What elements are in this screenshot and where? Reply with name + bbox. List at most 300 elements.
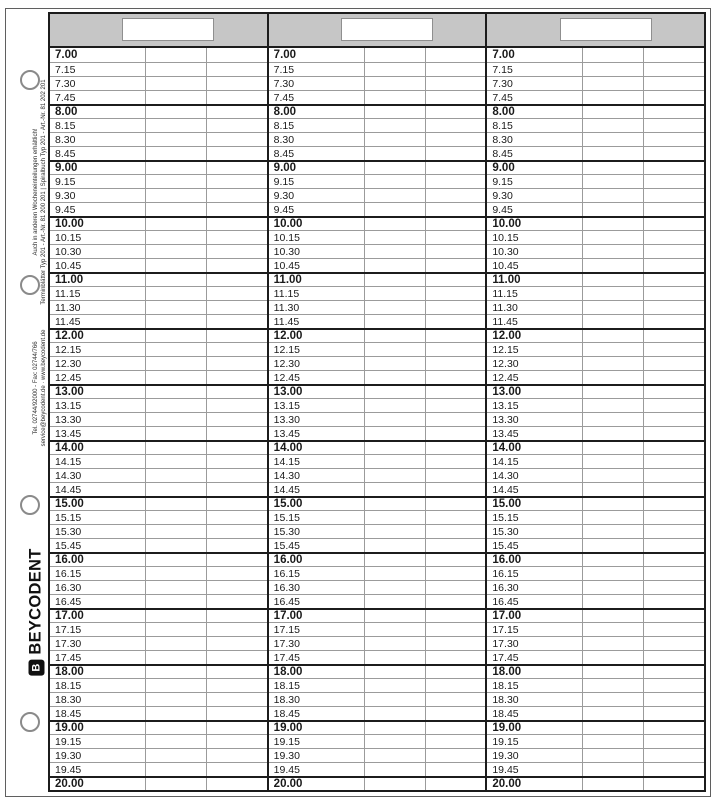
appointment-cell[interactable]: [644, 693, 704, 706]
appointment-cell[interactable]: [426, 48, 486, 62]
appointment-cell[interactable]: [644, 483, 704, 496]
appointment-cell[interactable]: [583, 343, 644, 356]
appointment-cell[interactable]: [207, 147, 267, 160]
appointment-cell[interactable]: [644, 637, 704, 650]
date-field-1[interactable]: [122, 18, 214, 41]
appointment-cell[interactable]: [207, 315, 267, 328]
appointment-cell[interactable]: [207, 189, 267, 202]
appointment-cell[interactable]: [146, 413, 207, 426]
appointment-cell[interactable]: [583, 707, 644, 720]
appointment-cell[interactable]: [146, 315, 207, 328]
appointment-cell[interactable]: [207, 679, 267, 692]
appointment-cell[interactable]: [644, 386, 704, 398]
appointment-cell[interactable]: [426, 498, 486, 510]
appointment-cell[interactable]: [426, 203, 486, 216]
appointment-cell[interactable]: [583, 427, 644, 440]
appointment-cell[interactable]: [146, 162, 207, 174]
appointment-cell[interactable]: [207, 735, 267, 748]
appointment-cell[interactable]: [146, 498, 207, 510]
appointment-cell[interactable]: [207, 133, 267, 146]
appointment-cell[interactable]: [583, 330, 644, 342]
appointment-cell[interactable]: [426, 651, 486, 664]
appointment-cell[interactable]: [583, 693, 644, 706]
appointment-cell[interactable]: [644, 106, 704, 118]
appointment-cell[interactable]: [644, 218, 704, 230]
appointment-cell[interactable]: [644, 133, 704, 146]
appointment-cell[interactable]: [146, 623, 207, 636]
appointment-cell[interactable]: [644, 315, 704, 328]
appointment-cell[interactable]: [644, 651, 704, 664]
appointment-cell[interactable]: [583, 259, 644, 272]
appointment-cell[interactable]: [426, 610, 486, 622]
appointment-cell[interactable]: [207, 175, 267, 188]
appointment-cell[interactable]: [583, 511, 644, 524]
appointment-cell[interactable]: [365, 554, 426, 566]
appointment-cell[interactable]: [146, 483, 207, 496]
appointment-cell[interactable]: [426, 442, 486, 454]
appointment-cell[interactable]: [146, 763, 207, 776]
appointment-cell[interactable]: [644, 666, 704, 678]
appointment-cell[interactable]: [207, 455, 267, 468]
appointment-cell[interactable]: [583, 623, 644, 636]
appointment-cell[interactable]: [426, 735, 486, 748]
appointment-cell[interactable]: [426, 554, 486, 566]
appointment-cell[interactable]: [146, 343, 207, 356]
appointment-cell[interactable]: [365, 399, 426, 412]
appointment-cell[interactable]: [207, 511, 267, 524]
appointment-cell[interactable]: [426, 330, 486, 342]
appointment-cell[interactable]: [426, 106, 486, 118]
appointment-cell[interactable]: [365, 707, 426, 720]
appointment-cell[interactable]: [644, 595, 704, 608]
appointment-cell[interactable]: [644, 357, 704, 370]
appointment-cell[interactable]: [207, 91, 267, 104]
appointment-cell[interactable]: [583, 231, 644, 244]
appointment-cell[interactable]: [583, 637, 644, 650]
appointment-cell[interactable]: [426, 427, 486, 440]
appointment-cell[interactable]: [365, 371, 426, 384]
appointment-cell[interactable]: [583, 595, 644, 608]
appointment-cell[interactable]: [426, 162, 486, 174]
appointment-cell[interactable]: [207, 371, 267, 384]
appointment-cell[interactable]: [583, 498, 644, 510]
appointment-cell[interactable]: [365, 735, 426, 748]
appointment-cell[interactable]: [365, 637, 426, 650]
appointment-cell[interactable]: [365, 301, 426, 314]
appointment-cell[interactable]: [644, 287, 704, 300]
appointment-cell[interactable]: [644, 63, 704, 76]
appointment-cell[interactable]: [365, 763, 426, 776]
appointment-cell[interactable]: [426, 399, 486, 412]
appointment-cell[interactable]: [146, 301, 207, 314]
appointment-cell[interactable]: [365, 119, 426, 132]
appointment-cell[interactable]: [426, 455, 486, 468]
appointment-cell[interactable]: [365, 483, 426, 496]
appointment-cell[interactable]: [207, 666, 267, 678]
appointment-cell[interactable]: [644, 399, 704, 412]
appointment-cell[interactable]: [644, 722, 704, 734]
appointment-cell[interactable]: [207, 63, 267, 76]
appointment-cell[interactable]: [426, 567, 486, 580]
appointment-cell[interactable]: [146, 203, 207, 216]
appointment-cell[interactable]: [583, 651, 644, 664]
appointment-cell[interactable]: [146, 679, 207, 692]
appointment-cell[interactable]: [365, 175, 426, 188]
appointment-cell[interactable]: [644, 581, 704, 594]
appointment-cell[interactable]: [644, 119, 704, 132]
appointment-cell[interactable]: [644, 511, 704, 524]
appointment-cell[interactable]: [207, 610, 267, 622]
appointment-cell[interactable]: [365, 679, 426, 692]
appointment-cell[interactable]: [644, 707, 704, 720]
appointment-cell[interactable]: [583, 77, 644, 90]
appointment-cell[interactable]: [146, 735, 207, 748]
appointment-cell[interactable]: [365, 63, 426, 76]
appointment-cell[interactable]: [426, 175, 486, 188]
appointment-cell[interactable]: [644, 274, 704, 286]
appointment-cell[interactable]: [365, 315, 426, 328]
appointment-cell[interactable]: [365, 343, 426, 356]
appointment-cell[interactable]: [365, 91, 426, 104]
appointment-cell[interactable]: [583, 274, 644, 286]
appointment-cell[interactable]: [583, 455, 644, 468]
appointment-cell[interactable]: [426, 343, 486, 356]
appointment-cell[interactable]: [146, 245, 207, 258]
appointment-cell[interactable]: [583, 469, 644, 482]
appointment-cell[interactable]: [583, 133, 644, 146]
appointment-cell[interactable]: [146, 399, 207, 412]
appointment-cell[interactable]: [583, 287, 644, 300]
appointment-cell[interactable]: [146, 274, 207, 286]
appointment-cell[interactable]: [583, 749, 644, 762]
appointment-cell[interactable]: [207, 637, 267, 650]
appointment-cell[interactable]: [583, 525, 644, 538]
appointment-cell[interactable]: [644, 427, 704, 440]
appointment-cell[interactable]: [207, 106, 267, 118]
appointment-cell[interactable]: [644, 455, 704, 468]
appointment-cell[interactable]: [365, 218, 426, 230]
appointment-cell[interactable]: [146, 231, 207, 244]
appointment-cell[interactable]: [644, 77, 704, 90]
appointment-cell[interactable]: [644, 623, 704, 636]
appointment-cell[interactable]: [583, 48, 644, 62]
appointment-cell[interactable]: [583, 63, 644, 76]
appointment-cell[interactable]: [644, 91, 704, 104]
appointment-cell[interactable]: [644, 175, 704, 188]
appointment-cell[interactable]: [583, 722, 644, 734]
appointment-cell[interactable]: [146, 371, 207, 384]
appointment-cell[interactable]: [365, 106, 426, 118]
appointment-cell[interactable]: [207, 749, 267, 762]
appointment-cell[interactable]: [644, 162, 704, 174]
appointment-cell[interactable]: [207, 301, 267, 314]
appointment-cell[interactable]: [644, 442, 704, 454]
appointment-cell[interactable]: [146, 63, 207, 76]
appointment-cell[interactable]: [207, 77, 267, 90]
appointment-cell[interactable]: [207, 413, 267, 426]
appointment-cell[interactable]: [365, 539, 426, 552]
appointment-cell[interactable]: [583, 554, 644, 566]
appointment-cell[interactable]: [365, 189, 426, 202]
appointment-cell[interactable]: [146, 259, 207, 272]
appointment-cell[interactable]: [583, 386, 644, 398]
appointment-cell[interactable]: [426, 469, 486, 482]
appointment-cell[interactable]: [146, 567, 207, 580]
appointment-cell[interactable]: [207, 399, 267, 412]
appointment-cell[interactable]: [207, 427, 267, 440]
appointment-cell[interactable]: [426, 525, 486, 538]
appointment-cell[interactable]: [365, 498, 426, 510]
appointment-cell[interactable]: [207, 707, 267, 720]
appointment-cell[interactable]: [644, 749, 704, 762]
appointment-cell[interactable]: [207, 203, 267, 216]
appointment-cell[interactable]: [583, 666, 644, 678]
appointment-cell[interactable]: [207, 469, 267, 482]
appointment-cell[interactable]: [146, 581, 207, 594]
appointment-cell[interactable]: [146, 637, 207, 650]
appointment-cell[interactable]: [146, 595, 207, 608]
appointment-cell[interactable]: [583, 539, 644, 552]
appointment-cell[interactable]: [644, 498, 704, 510]
appointment-cell[interactable]: [644, 203, 704, 216]
appointment-cell[interactable]: [207, 245, 267, 258]
appointment-cell[interactable]: [583, 218, 644, 230]
appointment-cell[interactable]: [146, 330, 207, 342]
appointment-cell[interactable]: [583, 162, 644, 174]
appointment-cell[interactable]: [644, 567, 704, 580]
appointment-cell[interactable]: [146, 147, 207, 160]
appointment-cell[interactable]: [426, 483, 486, 496]
appointment-cell[interactable]: [207, 525, 267, 538]
appointment-cell[interactable]: [146, 427, 207, 440]
appointment-cell[interactable]: [583, 763, 644, 776]
appointment-cell[interactable]: [583, 245, 644, 258]
appointment-cell[interactable]: [426, 245, 486, 258]
appointment-cell[interactable]: [146, 287, 207, 300]
appointment-cell[interactable]: [583, 119, 644, 132]
appointment-cell[interactable]: [365, 511, 426, 524]
appointment-cell[interactable]: [426, 666, 486, 678]
appointment-cell[interactable]: [146, 106, 207, 118]
appointment-cell[interactable]: [365, 48, 426, 62]
appointment-cell[interactable]: [426, 623, 486, 636]
appointment-cell[interactable]: [207, 651, 267, 664]
appointment-cell[interactable]: [207, 623, 267, 636]
appointment-cell[interactable]: [644, 763, 704, 776]
appointment-cell[interactable]: [583, 357, 644, 370]
appointment-cell[interactable]: [583, 581, 644, 594]
appointment-cell[interactable]: [426, 133, 486, 146]
appointment-cell[interactable]: [426, 147, 486, 160]
appointment-cell[interactable]: [365, 259, 426, 272]
appointment-cell[interactable]: [146, 722, 207, 734]
appointment-cell[interactable]: [146, 707, 207, 720]
appointment-cell[interactable]: [583, 413, 644, 426]
appointment-cell[interactable]: [426, 301, 486, 314]
appointment-cell[interactable]: [644, 610, 704, 622]
appointment-cell[interactable]: [583, 371, 644, 384]
appointment-cell[interactable]: [146, 749, 207, 762]
appointment-cell[interactable]: [207, 48, 267, 62]
appointment-cell[interactable]: [426, 287, 486, 300]
appointment-cell[interactable]: [207, 259, 267, 272]
appointment-cell[interactable]: [365, 274, 426, 286]
appointment-cell[interactable]: [426, 189, 486, 202]
appointment-cell[interactable]: [146, 218, 207, 230]
appointment-cell[interactable]: [583, 147, 644, 160]
appointment-cell[interactable]: [146, 525, 207, 538]
appointment-cell[interactable]: [207, 231, 267, 244]
appointment-cell[interactable]: [583, 679, 644, 692]
appointment-cell[interactable]: [426, 539, 486, 552]
appointment-cell[interactable]: [365, 469, 426, 482]
appointment-cell[interactable]: [146, 357, 207, 370]
appointment-cell[interactable]: [207, 554, 267, 566]
appointment-cell[interactable]: [365, 162, 426, 174]
appointment-cell[interactable]: [207, 386, 267, 398]
appointment-cell[interactable]: [583, 483, 644, 496]
appointment-cell[interactable]: [426, 763, 486, 776]
appointment-cell[interactable]: [426, 91, 486, 104]
appointment-cell[interactable]: [146, 175, 207, 188]
appointment-cell[interactable]: [426, 77, 486, 90]
appointment-cell[interactable]: [583, 442, 644, 454]
appointment-cell[interactable]: [583, 735, 644, 748]
appointment-cell[interactable]: [644, 525, 704, 538]
appointment-cell[interactable]: [146, 77, 207, 90]
appointment-cell[interactable]: [644, 245, 704, 258]
appointment-cell[interactable]: [365, 330, 426, 342]
appointment-cell[interactable]: [207, 287, 267, 300]
appointment-cell[interactable]: [207, 357, 267, 370]
appointment-cell[interactable]: [426, 259, 486, 272]
appointment-cell[interactable]: [583, 203, 644, 216]
appointment-cell[interactable]: [146, 539, 207, 552]
appointment-cell[interactable]: [146, 119, 207, 132]
appointment-cell[interactable]: [207, 567, 267, 580]
appointment-cell[interactable]: [583, 106, 644, 118]
appointment-cell[interactable]: [146, 48, 207, 62]
appointment-cell[interactable]: [365, 133, 426, 146]
appointment-cell[interactable]: [426, 231, 486, 244]
appointment-cell[interactable]: [365, 693, 426, 706]
appointment-cell[interactable]: [644, 259, 704, 272]
appointment-cell[interactable]: [207, 274, 267, 286]
appointment-cell[interactable]: [644, 330, 704, 342]
appointment-cell[interactable]: [583, 175, 644, 188]
appointment-cell[interactable]: [644, 554, 704, 566]
appointment-cell[interactable]: [426, 274, 486, 286]
appointment-cell[interactable]: [583, 301, 644, 314]
appointment-cell[interactable]: [426, 63, 486, 76]
appointment-cell[interactable]: [365, 147, 426, 160]
appointment-cell[interactable]: [365, 567, 426, 580]
appointment-cell[interactable]: [644, 371, 704, 384]
appointment-cell[interactable]: [146, 189, 207, 202]
appointment-cell[interactable]: [365, 651, 426, 664]
appointment-cell[interactable]: [426, 371, 486, 384]
appointment-cell[interactable]: [365, 386, 426, 398]
appointment-cell[interactable]: [365, 666, 426, 678]
appointment-cell[interactable]: [146, 91, 207, 104]
appointment-cell[interactable]: [583, 315, 644, 328]
appointment-cell[interactable]: [207, 483, 267, 496]
appointment-cell[interactable]: [583, 567, 644, 580]
appointment-cell[interactable]: [365, 581, 426, 594]
appointment-cell[interactable]: [583, 189, 644, 202]
appointment-cell[interactable]: [644, 147, 704, 160]
date-field-3[interactable]: [560, 18, 652, 41]
appointment-cell[interactable]: [644, 539, 704, 552]
appointment-cell[interactable]: [426, 386, 486, 398]
appointment-cell[interactable]: [365, 77, 426, 90]
appointment-cell[interactable]: [146, 386, 207, 398]
appointment-cell[interactable]: [207, 119, 267, 132]
appointment-cell[interactable]: [365, 749, 426, 762]
appointment-cell[interactable]: [365, 245, 426, 258]
appointment-cell[interactable]: [644, 301, 704, 314]
appointment-cell[interactable]: [426, 707, 486, 720]
appointment-cell[interactable]: [644, 48, 704, 62]
appointment-cell[interactable]: [146, 455, 207, 468]
appointment-cell[interactable]: [365, 623, 426, 636]
appointment-cell[interactable]: [644, 343, 704, 356]
appointment-cell[interactable]: [207, 162, 267, 174]
appointment-cell[interactable]: [207, 763, 267, 776]
appointment-cell[interactable]: [644, 413, 704, 426]
appointment-cell[interactable]: [146, 610, 207, 622]
appointment-cell[interactable]: [146, 554, 207, 566]
appointment-cell[interactable]: [365, 778, 426, 790]
appointment-cell[interactable]: [207, 442, 267, 454]
appointment-cell[interactable]: [365, 442, 426, 454]
appointment-cell[interactable]: [207, 778, 267, 790]
appointment-cell[interactable]: [146, 666, 207, 678]
appointment-cell[interactable]: [644, 735, 704, 748]
appointment-cell[interactable]: [146, 693, 207, 706]
appointment-cell[interactable]: [426, 722, 486, 734]
appointment-cell[interactable]: [146, 133, 207, 146]
appointment-cell[interactable]: [207, 595, 267, 608]
appointment-cell[interactable]: [426, 218, 486, 230]
appointment-cell[interactable]: [207, 722, 267, 734]
appointment-cell[interactable]: [644, 778, 704, 790]
appointment-cell[interactable]: [146, 442, 207, 454]
appointment-cell[interactable]: [365, 427, 426, 440]
appointment-cell[interactable]: [644, 679, 704, 692]
date-field-2[interactable]: [341, 18, 433, 41]
appointment-cell[interactable]: [426, 119, 486, 132]
appointment-cell[interactable]: [426, 315, 486, 328]
appointment-cell[interactable]: [365, 413, 426, 426]
appointment-cell[interactable]: [365, 231, 426, 244]
appointment-cell[interactable]: [426, 511, 486, 524]
appointment-cell[interactable]: [426, 778, 486, 790]
appointment-cell[interactable]: [146, 511, 207, 524]
appointment-cell[interactable]: [426, 679, 486, 692]
appointment-cell[interactable]: [365, 525, 426, 538]
appointment-cell[interactable]: [146, 651, 207, 664]
appointment-cell[interactable]: [426, 595, 486, 608]
appointment-cell[interactable]: [426, 749, 486, 762]
appointment-cell[interactable]: [207, 218, 267, 230]
appointment-cell[interactable]: [207, 539, 267, 552]
appointment-cell[interactable]: [207, 693, 267, 706]
appointment-cell[interactable]: [365, 595, 426, 608]
appointment-cell[interactable]: [207, 343, 267, 356]
appointment-cell[interactable]: [365, 610, 426, 622]
appointment-cell[interactable]: [146, 778, 207, 790]
